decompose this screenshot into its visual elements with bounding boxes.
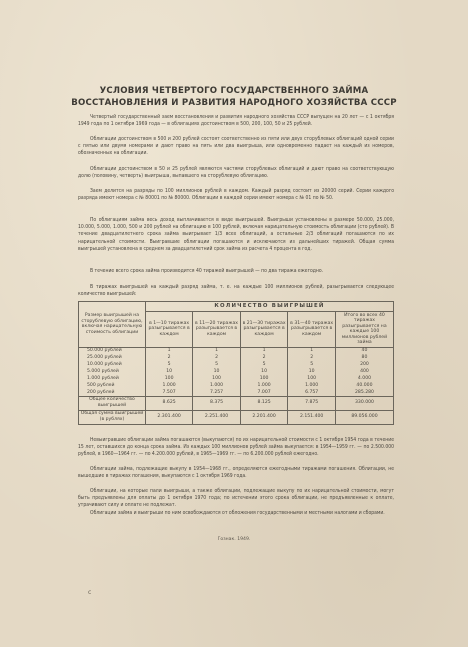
table-cell: 8.125 xyxy=(240,396,288,410)
winnings-table xyxy=(78,301,394,425)
table-cell: 10 xyxy=(240,368,288,375)
paragraph-redemption: Невыигравшие облигации займа погашаются (выкупаются) по их нарицательной стоимости с 1 октября 1954 года в течение 15 лет, оставшихся до конца срока займа. Из каждых 100 миллионов рублей займа выкупается: в 1954—1959 гг. — по 2.500.000 рублей, в 1960—1964 гг. — по 4.200.000 рублей, в 1965—1969 гг. — по 6.200.000 рублей ежегодно. xyxy=(78,437,394,458)
table-cell: 100 xyxy=(146,375,193,382)
row-label: 50.000 рублей xyxy=(79,347,146,354)
table-cell: 10 xyxy=(288,368,336,375)
paragraph-500-200: Облигации достоинством в 500 и 200 рублей состоят соответственно из пяти или двух стоpублевых облигаций одной серии с пятью или двумя номерами и дают право на пять или два выигрыша, или одновременно падает на каждый из номеров, обозначенных на облигации. xyxy=(78,136,394,157)
table-cell: 2.301.400 xyxy=(146,410,193,424)
table-cell: 400 xyxy=(335,368,393,375)
paragraph-tax-exemption: Облигации займа и выигрыши по ним освобождаются от обложения государственными и местными налогами и сборами. xyxy=(90,510,385,516)
table-cell: 7.257 xyxy=(193,389,241,396)
table-cell: 1 xyxy=(288,347,336,354)
table-cell: 2 xyxy=(193,354,241,361)
table-row xyxy=(79,361,394,368)
table-cell: 5 xyxy=(288,361,336,368)
document-subtitle: ВОССТАНОВЛЕНИЯ И РАЗВИТИЯ НАРОДНОГО ХОЗЯЙСТВА СССР xyxy=(71,98,397,108)
table-cell: 2 xyxy=(240,354,288,361)
row-label: 200 рублей xyxy=(79,389,146,396)
table-cell: 10 xyxy=(146,368,193,375)
table-cell: 5 xyxy=(146,361,193,368)
row-label: 5.000 рублей xyxy=(79,368,146,375)
paragraph-redemption-draws: Облигации займа, подлежащие выкупу в 1954—1968 гг., определяются ежегодными тиражами погашения. Облигации, не вышедшие в тиражах погашения, выкупаются с 1 октября 1969 года. xyxy=(78,466,394,480)
table-cell: 5 xyxy=(240,361,288,368)
table-cell: 7.875 xyxy=(288,396,336,410)
table-cell: 200 xyxy=(335,361,393,368)
table-cell: 7.507 xyxy=(146,389,193,396)
total-count-label: Общее количество выигрышей xyxy=(79,396,146,410)
table-row xyxy=(79,347,394,354)
header-draws-21-30: в 21—30 тиражах разыгрывается в каждом xyxy=(240,312,288,348)
table-cell: 10 xyxy=(193,368,241,375)
paragraph-50-25: Облигации достоинством в 50 и 25 рублей являются частями стоpублевых облигаций и дают право на соответствующую долю (половину, четверть) выигрыша, выпавшего на стоpублевую облигацию. xyxy=(78,166,394,180)
table-cell: 100 xyxy=(288,375,336,382)
header-draws-11-20: в 11—20 тиражах разыгрывается в каждом xyxy=(193,312,241,348)
table-row xyxy=(79,389,394,396)
table-row xyxy=(79,375,394,382)
table-cell: 1.000 xyxy=(193,382,241,389)
printer-imprint: Гознак. 1949. xyxy=(217,537,251,542)
table-row xyxy=(79,382,394,389)
row-label: 500 рублей xyxy=(79,382,146,389)
table-cell: 7.007 xyxy=(240,389,288,396)
table-cell: 2 xyxy=(146,354,193,361)
header-draws-1-10: в 1—10 тиражах разыгрывается в каждом xyxy=(146,312,193,348)
table-cell: 40.000 xyxy=(335,382,393,389)
table-cell: 2.201.400 xyxy=(240,410,288,424)
total-sum-label: Общая сумма выигрышей (в рублях) xyxy=(79,410,146,424)
paragraph-draws: В течение всего срока займа производится 40 тиражей выигрышей — по два тиража ежегодно. xyxy=(90,268,324,274)
table-cell: 5 xyxy=(193,361,241,368)
row-label: 1.000 рублей xyxy=(79,375,146,382)
table-cell: 2 xyxy=(288,354,336,361)
header-draws-31-40: в 31—40 тиражах разыгрывается в каждом xyxy=(288,312,336,348)
table-cell: 2.251.400 xyxy=(193,410,241,424)
table-row xyxy=(79,368,394,375)
table-cell: 89.056.000 xyxy=(335,410,393,424)
header-total-all-draws: Итого во всех 40 тиражах разыгрывается на каждые 100 миллионов рублей займа xyxy=(335,312,393,348)
corner-mark: с xyxy=(88,589,92,596)
row-label: 25.000 рублей xyxy=(79,354,146,361)
table-cell: 8.625 xyxy=(146,396,193,410)
table-cell: 330.000 xyxy=(335,396,393,410)
table-cell: 1.000 xyxy=(288,382,336,389)
paragraph-term: Четвертый государственный заем восстановления и развития народного хозяйства СССР выпущен на 20 лет — с 1 октября 1949 года по 1 октября 1969 года — в облигациях достоинством в 500, 200, 100, 50 и 25 рублей. xyxy=(78,114,394,128)
document-title: УСЛОВИЯ ЧЕТВЕРТОГО ГОСУДАРСТВЕННОГО ЗАЙМА xyxy=(99,86,369,96)
table-cell: 1.000 xyxy=(240,382,288,389)
table-cell: 6.757 xyxy=(288,389,336,396)
paragraph-categories: Заем делится на разряды по 100 миллионов рублей в каждом. Каждый разряд состоит из 20000 серий. Серии каждого разряда имеют номера с № 80001 по № 80000. Облигации в каждой серии имеют номера с № 01 по № 50. xyxy=(78,188,394,202)
table-cell: 8.375 xyxy=(193,396,241,410)
table-cell: 80 xyxy=(335,354,393,361)
table-cell: 1 xyxy=(240,347,288,354)
total-count-row xyxy=(79,396,394,410)
table-cell: 1.000 xyxy=(146,382,193,389)
table-cell: 285.280 xyxy=(335,389,393,396)
winnings-table-container xyxy=(78,301,394,425)
table-cell: 1 xyxy=(193,347,241,354)
table-cell: 2.151.400 xyxy=(288,410,336,424)
table-cell: 40 xyxy=(335,347,393,354)
row-label: 10.000 рублей xyxy=(79,361,146,368)
header-quantity-group: КОЛИЧЕСТВО ВЫИГРЫШЕЙ xyxy=(146,302,394,312)
table-row xyxy=(79,354,394,361)
table-cell: 100 xyxy=(193,375,241,382)
table-cell: 100 xyxy=(240,375,288,382)
paragraph-table-intro: В тиражах выигрышей на каждый разряд займа, т. е. на каждые 100 миллионов рублей, разыгрывается следующее количество выигрышей: xyxy=(78,284,394,298)
table-cell: 1 xyxy=(146,347,193,354)
paragraph-payment-deadline: Облигации, на которые пали выигрыши, а также облигации, подлежащие выкупу по их нарицательной стоимости, могут быть предъявлены для оплаты до 1 октября 1970 года; по истечении этого срока облигации, не предъявленные к оплате, утрачивают силу и оплате не подлежат. xyxy=(78,488,394,509)
header-prize-size: Размер выигрышей на стоpублевую облигацию, включая нарицательную стоимость облигации xyxy=(79,302,146,348)
total-sum-row xyxy=(79,410,394,424)
table-cell: 4.000 xyxy=(335,375,393,382)
paragraph-winnings: По облигациям займа весь доход выплачивается в виде выигрышей. Выигрыши установлены в размере 50.000, 25.000, 10.000, 5.000, 1.000, 500 и 200 рублей на облигацию в 100 рублей, включая нарицательную стоимость облигации (сто рублей). В течение двадцатилетнего срока займа выигрывает 1/3 всех облигаций, а остальные 2/3 облигаций погашаются по их нарицательной стоимости. Выигравшие облигации погашаются и исключаются из дальнейших тиражей. Общая сумма выигрышей установлена в среднем за двадцатилетний срок займа из расчета 4 процента в год. xyxy=(78,217,394,252)
